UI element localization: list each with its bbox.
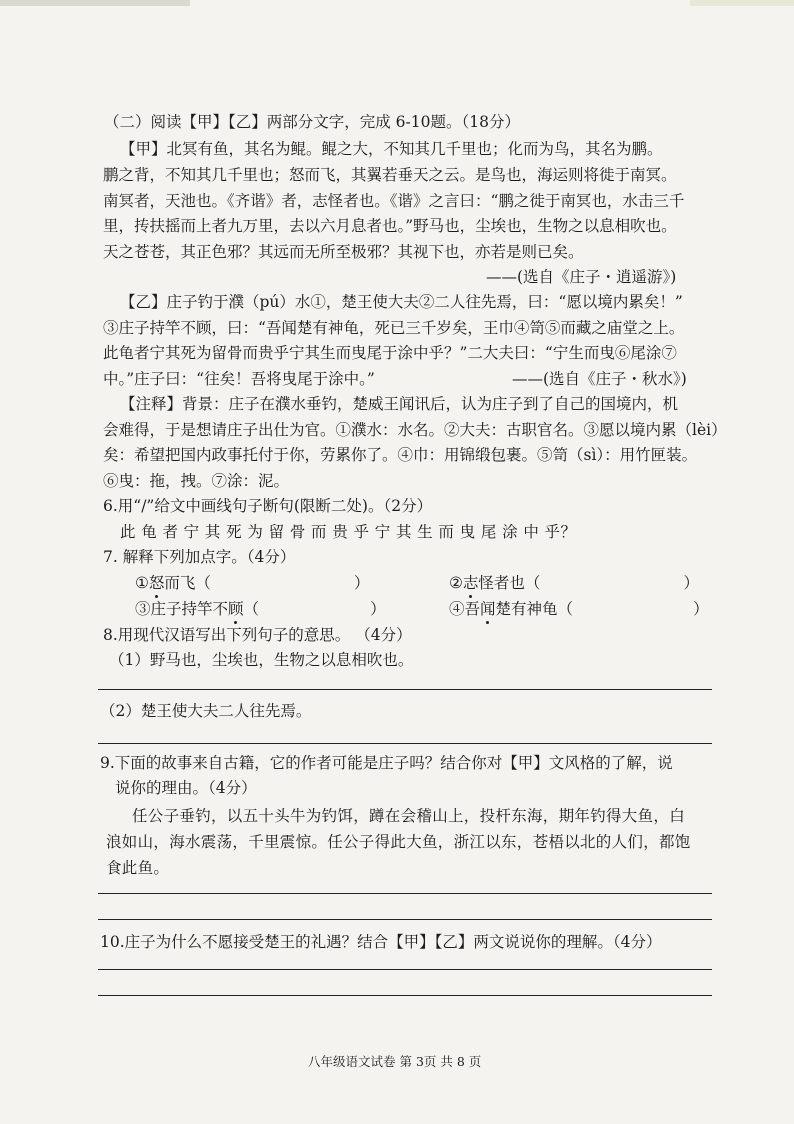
dotted-char: 志 <box>462 574 479 592</box>
passage-line: 天之苍苍，其正色邪？其远而无所至极邪？其视下也，亦若是则已矣。 <box>103 243 584 261</box>
passage-line: 鹏之背，不知其几千里也；怒而飞，其翼若垂天之云。是鸟也，海运则将徙于南冥。 <box>103 166 677 184</box>
note-line: 【注释】背景：庄子在濮水垂钓，楚威王闻讯后，认为庄子到了自己的国境内，机 <box>120 395 679 413</box>
scan-edge-mark <box>690 0 794 6</box>
passage-line: 中。”庄子曰：“往矣！吾将曳尾于涂中。” <box>103 370 375 388</box>
passage-line: 【乙】庄子钓于濮（pú）水①，楚王使大夫②二人往先焉，曰：“愿以境内累矣！” <box>120 293 683 311</box>
item-pre: 庄子持竿不 <box>150 600 229 618</box>
q7-item-3 <box>135 598 386 620</box>
note-line: ⑥曳：拖，拽。⑦涂：泥。 <box>103 472 290 490</box>
blank-close: ） <box>353 574 370 592</box>
question-prompt: 说你的理由。（4分） <box>115 779 257 797</box>
item-post: 怪者也（ <box>478 574 541 592</box>
page-footer: 八年级语文试卷 第 3页 共 8 页 <box>308 1054 482 1069</box>
scan-edge-mark <box>0 0 190 6</box>
note-line: 会难得，于是想请庄子出仕为官。①濮水：水名。②大夫：古职官名。③愿以境内累（lèi） <box>103 421 727 439</box>
item-post: 楚有神龟（ <box>495 600 574 618</box>
item-post: （ <box>243 600 260 618</box>
dotted-char: 闻 <box>480 600 496 618</box>
passage-line: 【甲】北冥有鱼，其名为鲲。鲲之大，不知其几千里也；化而为鸟，其名为鹏。 <box>120 140 663 158</box>
item-number: ④ <box>449 600 465 618</box>
dotted-char: 顾 <box>228 600 244 618</box>
blank-close: ） <box>693 600 709 618</box>
blank-close: ） <box>683 574 699 592</box>
item-pre: 吾 <box>464 600 481 618</box>
item-post: 而飞（ <box>164 574 211 592</box>
passage-line: ③庄子持竿不顾，曰：“吾闻楚有神龟，死已三千岁矣，王巾④笥⑤而藏之庙堂之上。 <box>103 319 685 337</box>
answer-line[interactable] <box>98 995 712 996</box>
item-number: ① <box>135 574 149 592</box>
dotted-char: 怒 <box>148 574 165 592</box>
story-line: 任公子垂钓，以五十头牛为钓饵，蹲在会稽山上，投杆东海，期年钓得大鱼，白 <box>132 807 686 825</box>
passage-line: 南冥者，天池也。《齐谐》者，志怪者也。《谐》之言曰：“鹏之徙于南冥也，水击三千 <box>103 192 685 210</box>
answer-line[interactable] <box>98 919 712 920</box>
answer-line[interactable] <box>98 689 712 690</box>
note-line: 矣：希望把国内政事托付于你，劳累你了。④巾：用锦缎包裹。⑤笥（sì）：用竹匣装。 <box>103 446 698 464</box>
question-prompt: 10.庄子为什么不愿接受楚王的礼遇？结合【甲】【乙】两文说说你的理解。（4分） <box>100 933 662 951</box>
section-heading: （二）阅读【甲】【乙】两部分文字，完成 6-10题。（18分） <box>104 113 520 131</box>
question-prompt: 8.用现代汉语写出下列句子的意思。 （4分） <box>103 626 412 644</box>
question-prompt: 7. 解释下列加点字。（4分） <box>103 548 296 566</box>
translate-item-2: （2）楚王使大夫二人往先焉。 <box>100 702 312 720</box>
q7-item-2 <box>449 572 699 594</box>
q7-item-4 <box>449 598 709 620</box>
sentence-to-punctuate: 此 龟 者 宁 其 死 为 留 骨 而 贵 乎 宁 其 生 而 曳 尾 涂 中 乎？ <box>120 523 577 541</box>
question-prompt: 9.下面的故事来自古籍，它的作者可能是庄子吗？结合你对【甲】文风格的了解，说 <box>100 754 673 772</box>
item-number: ② <box>449 574 463 592</box>
blank-close: ） <box>370 600 386 618</box>
question-prompt: 6.用“/”给文中画线句子断句(限断二处)。（2分） <box>103 497 433 515</box>
passage-line: 此龟者宁其死为留骨而贵乎宁其生而曳尾于涂中乎？”二大夫曰：“宁生而曳⑥尾涂⑦ <box>103 344 677 362</box>
passage-line: 里，抟扶摇而上者九万里，去以六月息者也。”野马也，尘埃也，生物之以息相吹也。 <box>103 217 677 235</box>
answer-line[interactable] <box>98 893 712 894</box>
passage-source: ——(选自《庄子・秋水》) <box>512 370 687 388</box>
answer-line[interactable] <box>98 743 712 744</box>
answer-line[interactable] <box>98 969 712 970</box>
passage-source: ——(选自《庄子・逍遥游》) <box>486 268 677 286</box>
item-number: ③ <box>135 600 151 618</box>
q7-item-1 <box>135 572 369 594</box>
translate-item-1: （1）野马也，尘埃也，生物之以息相吹也。 <box>109 651 414 669</box>
story-line: 食此鱼。 <box>106 859 170 877</box>
story-line: 浪如山，海水震荡，千里震惊。任公子得此大鱼，浙江以东，苍梧以北的人们，都饱 <box>106 833 691 851</box>
